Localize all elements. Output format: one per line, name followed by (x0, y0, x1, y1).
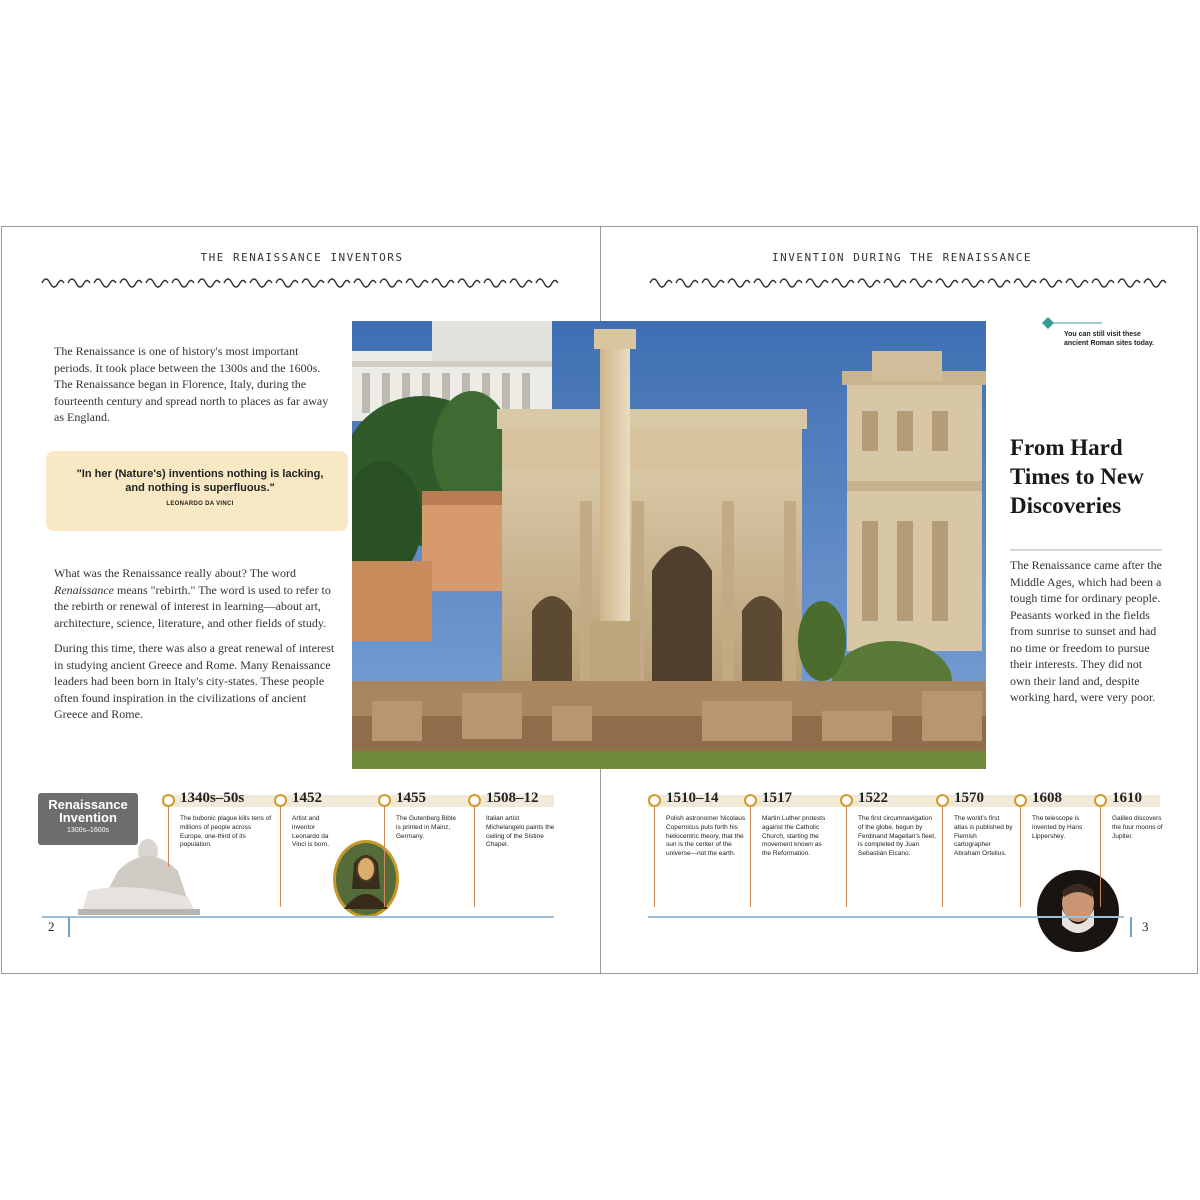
headline-rule (1010, 549, 1162, 551)
timeline-dot (162, 794, 175, 807)
section-headline: From Hard Times to New Discoveries (1010, 435, 1144, 518)
timeline-event-text: Polish astronomer Nicolaus Copernicus puts forth his heliocentric theory, that the sun is the center of the universe—not the earth. (666, 815, 746, 858)
ornament-scroll (432, 279, 454, 287)
ornament-scroll (910, 279, 932, 287)
ornament-scroll (754, 279, 776, 287)
ornament-scroll (1118, 279, 1140, 287)
timeline-year: 1452 (292, 790, 322, 806)
ornament-scroll (302, 279, 324, 287)
right-ornament-border (646, 273, 1170, 289)
left-page-number: 2 (48, 919, 55, 934)
ornament-scroll (484, 279, 506, 287)
ornament-scroll (936, 279, 958, 287)
timeline-year: 1510–14 (666, 790, 719, 806)
ornament-scroll (406, 279, 428, 287)
timeline-connector (1020, 807, 1021, 907)
ornament-scroll (1066, 279, 1088, 287)
ornament-scroll (224, 279, 246, 287)
ornament-scroll (832, 279, 854, 287)
timeline-dot (378, 794, 391, 807)
timeline-connector (750, 807, 751, 907)
ornament-scroll (806, 279, 828, 287)
ornament-scroll (676, 279, 698, 287)
timeline-event-text: Artist and inventor Leonardo da Vinci is born. (292, 815, 330, 849)
ornament-scroll (702, 279, 724, 287)
paragraph-2-part1: What was the Renaissance really about? The word (54, 566, 297, 580)
timeline-connector (384, 807, 385, 907)
photo-caption: You can still visit these ancient Roman sites today. (1064, 331, 1155, 347)
book-spread (1, 226, 1198, 974)
left-running-head: THE RENAISSANCE INVENTORS (200, 251, 404, 264)
timeline-dot (936, 794, 949, 807)
mona-lisa-portrait-image (332, 839, 400, 919)
ornament-scroll (728, 279, 750, 287)
ornament-scroll (458, 279, 480, 287)
roman-forum-photo (352, 321, 986, 769)
ornament-scroll (354, 279, 376, 287)
timeline-year: 1517 (762, 790, 792, 806)
timeline-event-text: The Gutenberg Bible is printed in Mainz, Germany. (396, 815, 456, 840)
paragraph-2-emphasis: Renaissance (54, 582, 114, 597)
timeline-dot (648, 794, 661, 807)
timeline-strip-right (648, 795, 1160, 807)
ornament-scroll (68, 279, 90, 287)
ornament-scroll (42, 279, 64, 287)
ornament-scroll (172, 279, 194, 287)
timeline-event-text: The first circumnavigation of the globe, begun by Ferdinand Magellan's fleet, is completed by Juan Sebastián Elcano. (858, 815, 936, 858)
timeline-event-text: Martin Luther protests against the Catholic Church, starting the movement known as the Reformation. (762, 815, 826, 858)
main-text (54, 565, 338, 732)
paragraph-2 (54, 565, 338, 631)
timeline-dot (274, 794, 287, 807)
intro-paragraph: The Renaissance is one of history's most important periods. It took place between the 1300s and the 1600s. The Renaissance began in Florence, Italy, during the fourteenth century and spread north to places as far away as England. (54, 344, 329, 424)
ornament-scroll (536, 279, 558, 287)
timeline-connector (654, 807, 655, 907)
ornament-scroll (962, 279, 984, 287)
right-page-number-bar (1130, 917, 1132, 937)
timeline-year: 1340s–50s (180, 790, 245, 806)
ornament-scroll (858, 279, 880, 287)
timeline-label-range: 1300s–1600s (66, 827, 110, 834)
ornament-scroll (276, 279, 298, 287)
quote-box (46, 451, 348, 531)
timeline-year: 1522 (858, 790, 888, 806)
timeline-dot (468, 794, 481, 807)
ornament-scroll (120, 279, 142, 287)
right-page-number: 3 (1142, 919, 1149, 934)
timeline-dot (1014, 794, 1027, 807)
timeline-dot (744, 794, 757, 807)
ornament-scroll (988, 279, 1010, 287)
timeline-connector (280, 807, 281, 907)
galileo-portrait-image (1036, 869, 1120, 953)
timeline-connector (942, 807, 943, 907)
ornament-scroll (780, 279, 802, 287)
ornament-scroll (146, 279, 168, 287)
ornament-scroll (380, 279, 402, 287)
timeline-connector (1100, 807, 1101, 907)
timeline-connector (474, 807, 475, 907)
right-page-rule (648, 916, 1124, 918)
timeline-event-text: The telescope is invented by Hans Lippershey. (1032, 815, 1083, 840)
ornament-scroll (650, 279, 672, 287)
timeline-dot (1094, 794, 1107, 807)
quote-text: "In her (Nature's) inventions nothing is lacking, and nothing is superfluous." (76, 468, 324, 494)
timeline-event-text: Galileo discovers the four moons of Jupiter. (1112, 815, 1163, 840)
timeline-year: 1508–12 (486, 790, 539, 806)
ornament-scroll (1014, 279, 1036, 287)
paragraph-3: During this time, there was also a great renewal of interest in studying ancient Greece and Rome. Many Renaissance leaders had been born in Italy's city-states. These people often found inspiration in the civilizations of ancient Greece and Rome. (54, 641, 335, 721)
left-page-number-bar (68, 917, 70, 937)
right-body (1010, 557, 1164, 715)
right-running-head: INVENTION DURING THE RENAISSANCE (772, 251, 1032, 264)
intro-text (54, 343, 338, 435)
ornament-scroll (94, 279, 116, 287)
right-body-paragraph: The Renaissance came after the Middle Ages, which had been a tough time for ordinary people. Peasants worked in the fields from sunrise to sunset and had no time or freedom to pursue their interests. They did not own their land and, despite working hard, were very poor. (1010, 558, 1162, 704)
ornament-scroll (198, 279, 220, 287)
caption-marker-icon (1042, 317, 1102, 329)
ornament-scroll (1092, 279, 1114, 287)
left-page-rule (42, 916, 554, 918)
timeline-year: 1610 (1112, 790, 1142, 806)
timeline-label-title: Renaissance Invention (48, 797, 128, 825)
timeline-dot (840, 794, 853, 807)
timeline-year: 1570 (954, 790, 984, 806)
timeline-connector (168, 807, 169, 867)
ornament-scroll (510, 279, 532, 287)
timeline-event-text: The world's first atlas is published by Flemish cartographer Abraham Ortelius. (954, 815, 1013, 858)
timeline-event-text: The bubonic plague kills tens of millions of people across Europe, one-third of its population. (180, 815, 272, 849)
timeline-year: 1608 (1032, 790, 1062, 806)
quote-source: LEONARDO DA VINCI (166, 501, 234, 507)
ornament-scroll (1040, 279, 1062, 287)
paragraph-2-part2: means "rebirth." The word is used to refer to the rebirth or renewal of interest in learning—about art, architecture, science, literature, and other fields of study. (54, 582, 331, 630)
ornament-scroll (250, 279, 272, 287)
left-ornament-border (38, 273, 562, 289)
ornament-scroll (1144, 279, 1166, 287)
timeline-year: 1455 (396, 790, 426, 806)
timeline-connector (846, 807, 847, 907)
ornament-scroll (884, 279, 906, 287)
ornament-scroll (328, 279, 350, 287)
timeline-event-text: Italian artist Michelangelo paints the ceiling of the Sistine Chapel. (486, 815, 555, 849)
